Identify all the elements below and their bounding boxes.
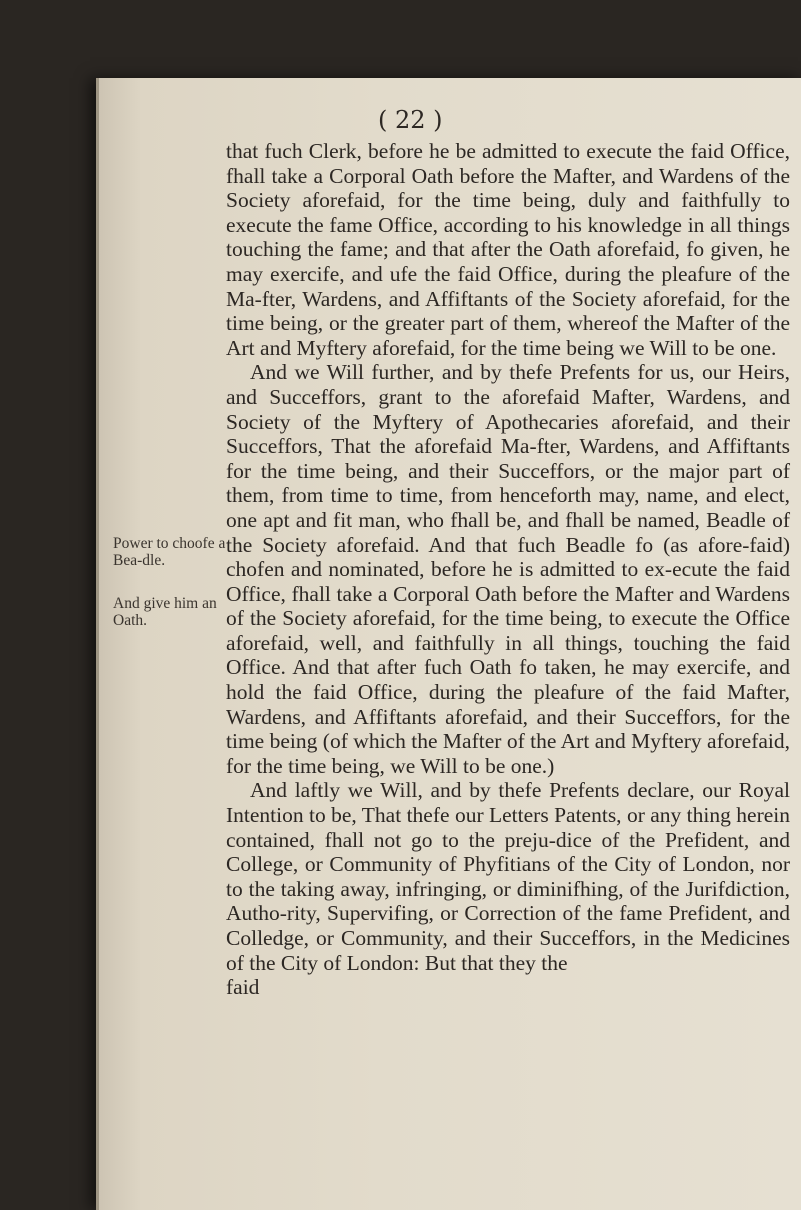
paragraph-clerk-oath: that fuch Clerk, before he be admitted to execute the faid Office, fhall take a Corporal Oath before the Mafter, and Wardens of the Society aforefaid, for the time being, duly and faithfully to execute the fame Office, according to his knowledge in all things touching the fame; and that after the Oath aforefaid, fo given, he may exercife, and ufe the faid Office, during the pleafure of the Ma-fter, Wardens, and Affiftants of the Society aforefaid, for the time being, or the greater part of them, whereof the Mafter of the Art and Myftery aforefaid, for the time being we Will to be one. <box>226 139 790 360</box>
paragraph-beadle: And we Will further, and by thefe Prefents for us, our Heirs, and Succeffors, grant to the aforefaid Mafter, Wardens, and Society of the Myftery of Apothecaries aforefaid, and their Succeffors, That the aforefaid Ma-fter, Wardens, and Affiftants for the time being, and their Succeffors, or the major part of them, from time to time, from henceforth may, name, and elect, one apt and fit man, who fhall be, and fhall be named, Beadle of the Society aforefaid. And that fuch Beadle fo (as afore-faid) chofen and nominated, before he is admitted to ex-ecute the faid Office, fhall take a Corporal Oath before the Mafter and Wardens of the Society aforefaid, for the time being, to execute the Office aforefaid, well, and faithfully in all things, touching the faid Office. And that after fuch Oath fo taken, he may exercife, and hold the faid Office, during the pleafure of the faid Mafter, Wardens, and Affiftants aforefaid, and their Succeffors, for the time being (of which the Mafter of the Art and Myftery aforefaid, for the time being, we Will to be one.) <box>226 360 790 778</box>
paragraph-royal-intention: And laftly we Will, and by thefe Prefents declare, our Royal Intention to be, That thefe our Letters Patents, or any thing herein contained, fhall not go to the preju-dice of the Prefident, and College, or Community of Phyfitians of the City of London, nor to the taking away, infringing, or diminifhing, of the Jurifdiction, Autho-rity, Supervifing, or Correction of the fame Prefident, and Colledge, or Community, and their Succeffors, in the Medicines of the City of London: But that they the <box>226 778 790 975</box>
marginal-note-beadle: Power to choofe a Bea-dle. <box>113 535 226 569</box>
page-number-header: ( 22 ) <box>378 106 443 134</box>
catchword: faid <box>226 975 260 1000</box>
body-text <box>226 139 790 1000</box>
marginal-note-oath: And give him an Oath. <box>113 595 217 629</box>
